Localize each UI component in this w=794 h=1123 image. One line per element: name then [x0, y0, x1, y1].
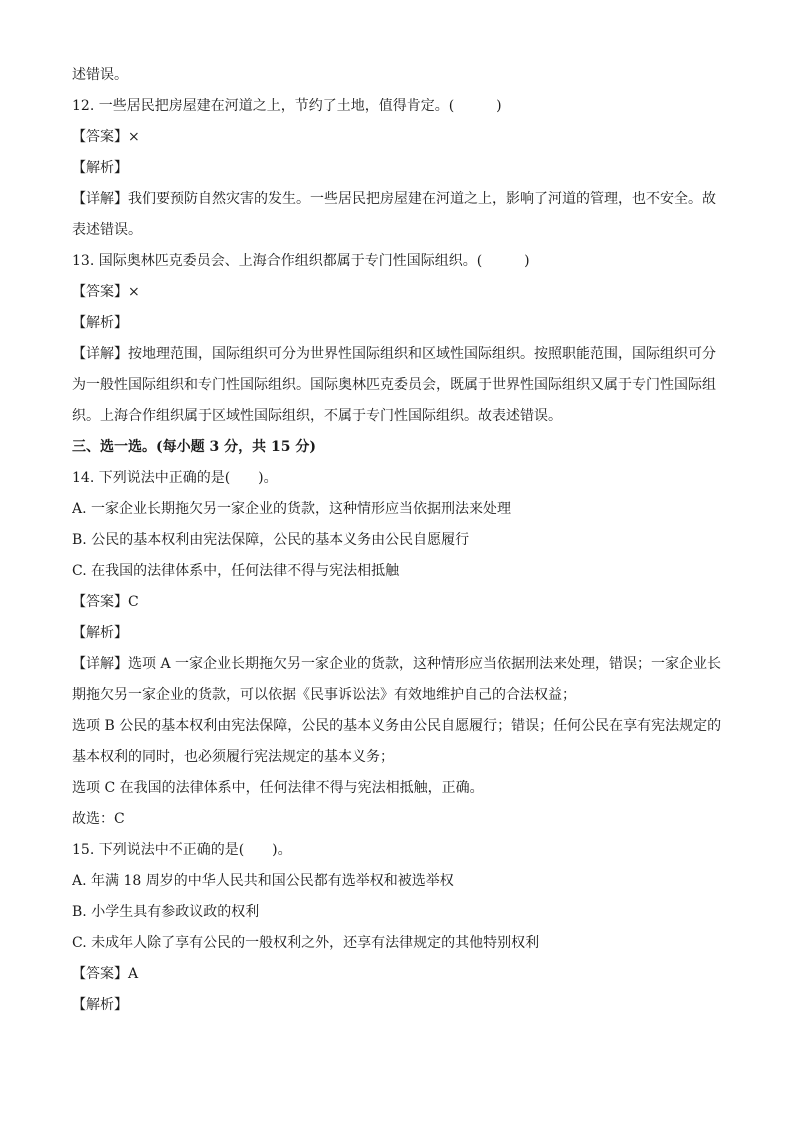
text-line: 为一般性国际组织和专门性国际组织。国际奥林匹克委员会，既属于世界性国际组织又属于专门性国际组	[72, 377, 716, 393]
question-13: 13. 国际奥林匹克委员会、上海合作组织都属于专门性国际组织。( )	[72, 253, 530, 269]
answer-label: 【答案】A	[72, 966, 139, 982]
analysis-label: 【解析】	[72, 160, 128, 176]
detail-text: 【详解】我们要预防自然灾害的发生。一些居民把房屋建在河道之上，影响了河道的管理，也不安全。故	[72, 191, 716, 207]
answer-label: 【答案】C	[72, 594, 139, 610]
text-line: 选项 B 公民的基本权利由宪法保障，公民的基本义务由公民自愿履行；错误；任何公民在享有宪法规定的	[72, 718, 722, 734]
option-a: A. 年满 18 周岁的中华人民共和国公民都有选举权和被选举权	[72, 873, 454, 889]
analysis-label: 【解析】	[72, 625, 128, 641]
answer-label: 【答案】×	[72, 129, 140, 145]
conclusion-text: 故选：C	[72, 811, 125, 827]
question-14: 14. 下列说法中正确的是( )。	[72, 470, 278, 486]
option-c: C. 在我国的法律体系中，任何法律不得与宪法相抵触	[72, 563, 400, 579]
text-line: 织。上海合作组织属于区域性国际组织，不属于专门性国际组织。故表述错误。	[72, 408, 562, 424]
detail-text: 【详解】按地理范围，国际组织可分为世界性国际组织和区域性国际组织。按照职能范围，国际组织可分	[72, 346, 716, 362]
analysis-label: 【解析】	[72, 997, 128, 1013]
option-b: B. 公民的基本权利由宪法保障，公民的基本义务由公民自愿履行	[72, 532, 470, 548]
option-c: C. 未成年人除了享有公民的一般权利之外，还享有法律规定的其他特别权利	[72, 935, 540, 951]
analysis-label: 【解析】	[72, 315, 128, 331]
question-15: 15. 下列说法中不正确的是( )。	[72, 842, 292, 858]
option-a: A. 一家企业长期拖欠另一家企业的货款，这种情形应当依据刑法来处理	[72, 501, 512, 517]
text-line: 表述错误。	[72, 222, 142, 238]
document-body	[72, 60, 732, 1021]
answer-label: 【答案】×	[72, 284, 140, 300]
text-line: 期拖欠另一家企业的货款，可以依据《民事诉讼法》有效地维护自己的合法权益；	[72, 687, 576, 703]
option-b: B. 小学生具有参政议政的权利	[72, 904, 260, 920]
question-12: 12. 一些居民把房屋建在河道之上，节约了土地，值得肯定。( )	[72, 98, 502, 114]
detail-text: 【详解】选项 A 一家企业长期拖欠另一家企业的货款，这种情形应当依据刑法来处理，错误；一家企业长	[72, 656, 722, 672]
text-line: 述错误。	[72, 67, 128, 83]
text-line: 基本权利的同时，也必须履行宪法规定的基本义务；	[72, 749, 394, 765]
section-heading: 三、选一选。(每小题 3 分，共 15 分)	[72, 439, 316, 455]
text-line: 选项 C 在我国的法律体系中，任何法律不得与宪法相抵触，正确。	[72, 780, 484, 796]
